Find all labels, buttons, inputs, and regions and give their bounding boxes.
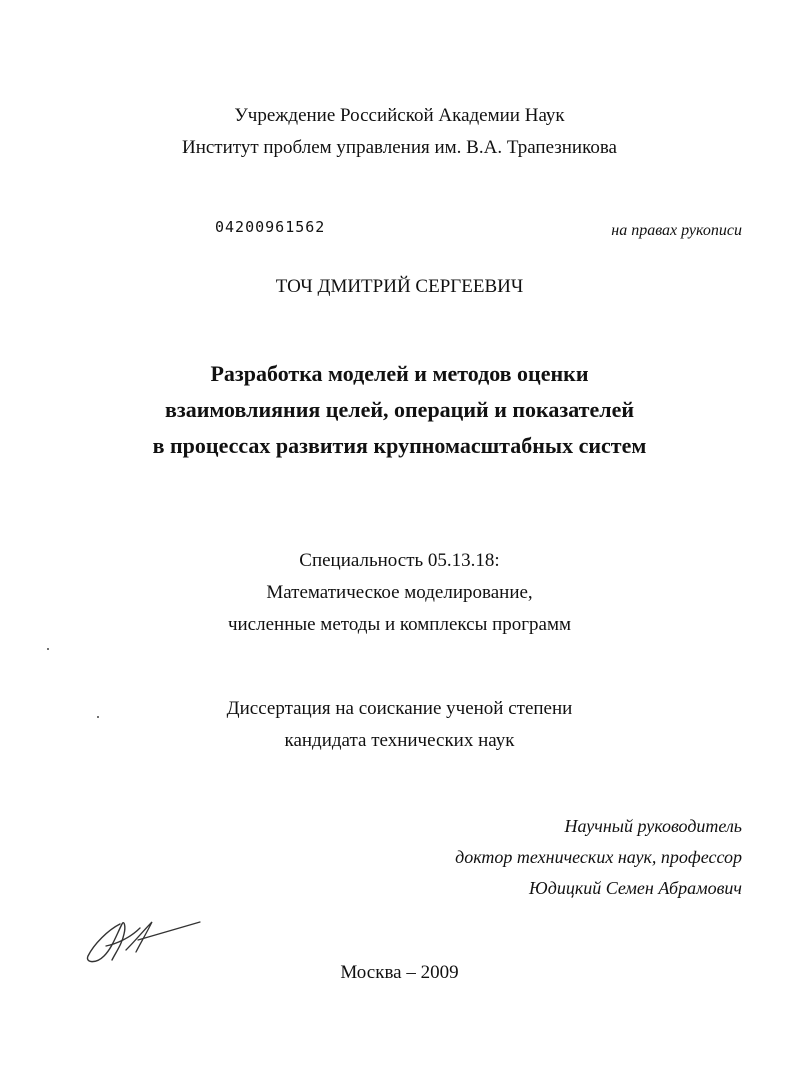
supervisor-role: Научный руководитель [564, 816, 742, 836]
author-name: ТОЧ ДМИТРИЙ СЕРГЕЕВИЧ [275, 276, 524, 297]
rights-note: на правах рукописи [611, 222, 742, 239]
dissertation-line-2: кандидата технических наук [284, 730, 515, 751]
title-line-1: Разработка моделей и методов оценки [210, 361, 589, 386]
institution-name: Учреждение Российской Академии Наук [234, 105, 565, 126]
scan-speck [97, 716, 99, 718]
specialty-code: Специальность 05.13.18: [299, 550, 500, 571]
specialty-name-line-1: Математическое моделирование, [266, 582, 533, 603]
title-line-3: в процессах развития крупномасштабных систем [152, 433, 647, 458]
registry-number: 04200961562 [215, 218, 326, 236]
title-line-2: взаимовлияния целей, операций и показателей [164, 397, 635, 422]
signature-icon [82, 910, 202, 968]
specialty-name-line-2: численные методы и комплексы программ [227, 614, 572, 635]
supervisor-degree: доктор технических наук, профессор [455, 847, 742, 867]
scan-speck [47, 648, 49, 650]
institute-name: Институт проблем управления им. В.А. Трапезникова [181, 137, 617, 158]
supervisor-name: Юдицкий Семен Абрамович [529, 878, 742, 898]
city-year: Москва – 2009 [340, 962, 459, 983]
dissertation-line-1: Диссертация на соискание ученой степени [226, 698, 573, 719]
